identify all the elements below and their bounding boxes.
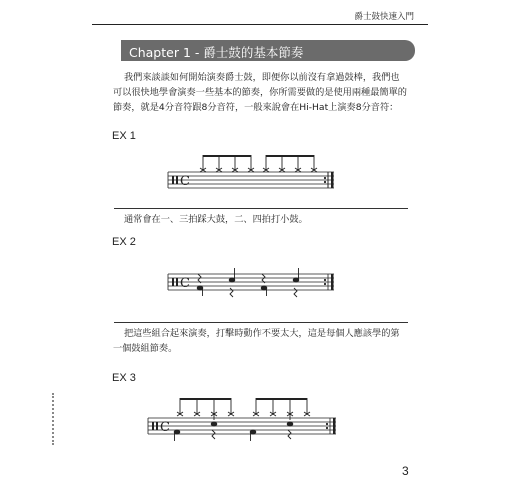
intro-line-2: 可以很快地學會演奏一些基本的節奏，你所需要做的是使用兩種最簡單的	[113, 87, 407, 98]
ex1-time-signature: C	[180, 174, 190, 189]
margin-dots	[52, 393, 57, 445]
divider-2	[114, 322, 408, 323]
ex3-label: EX 3	[112, 372, 136, 384]
divider-1	[114, 208, 408, 209]
running-head-title: 爵士鼓快速入門	[354, 12, 414, 22]
running-head	[92, 10, 428, 25]
intro-line-1: 我們來談談如何開始演奏爵士鼓，即便你以前沒有拿過鼓棒，我們也	[124, 72, 400, 83]
para2: 通常會在一、三拍踩大鼓，二、四拍打小鼓。	[124, 214, 308, 225]
intro-line-3: 節奏，就是4分音符跟8分音符，一般來說會在Hi-Hat上演奏8分音符：	[113, 102, 399, 113]
ex2-label: EX 2	[112, 236, 136, 248]
para3-line-2: 一個鼓組節奏。	[113, 343, 178, 354]
ex1-label: EX 1	[112, 130, 136, 142]
chapter-title: Chapter 1 - 爵士鼓的基本節奏	[129, 45, 304, 60]
ex2-time-signature: C	[180, 276, 190, 291]
para3-line-1: 把這些組合起來演奏，打擊時動作不要太大，這是每個人應該學的第	[124, 328, 400, 339]
ex3-time-signature: C	[160, 420, 170, 435]
page-number: 3	[402, 464, 409, 478]
chapter-banner	[121, 40, 415, 61]
